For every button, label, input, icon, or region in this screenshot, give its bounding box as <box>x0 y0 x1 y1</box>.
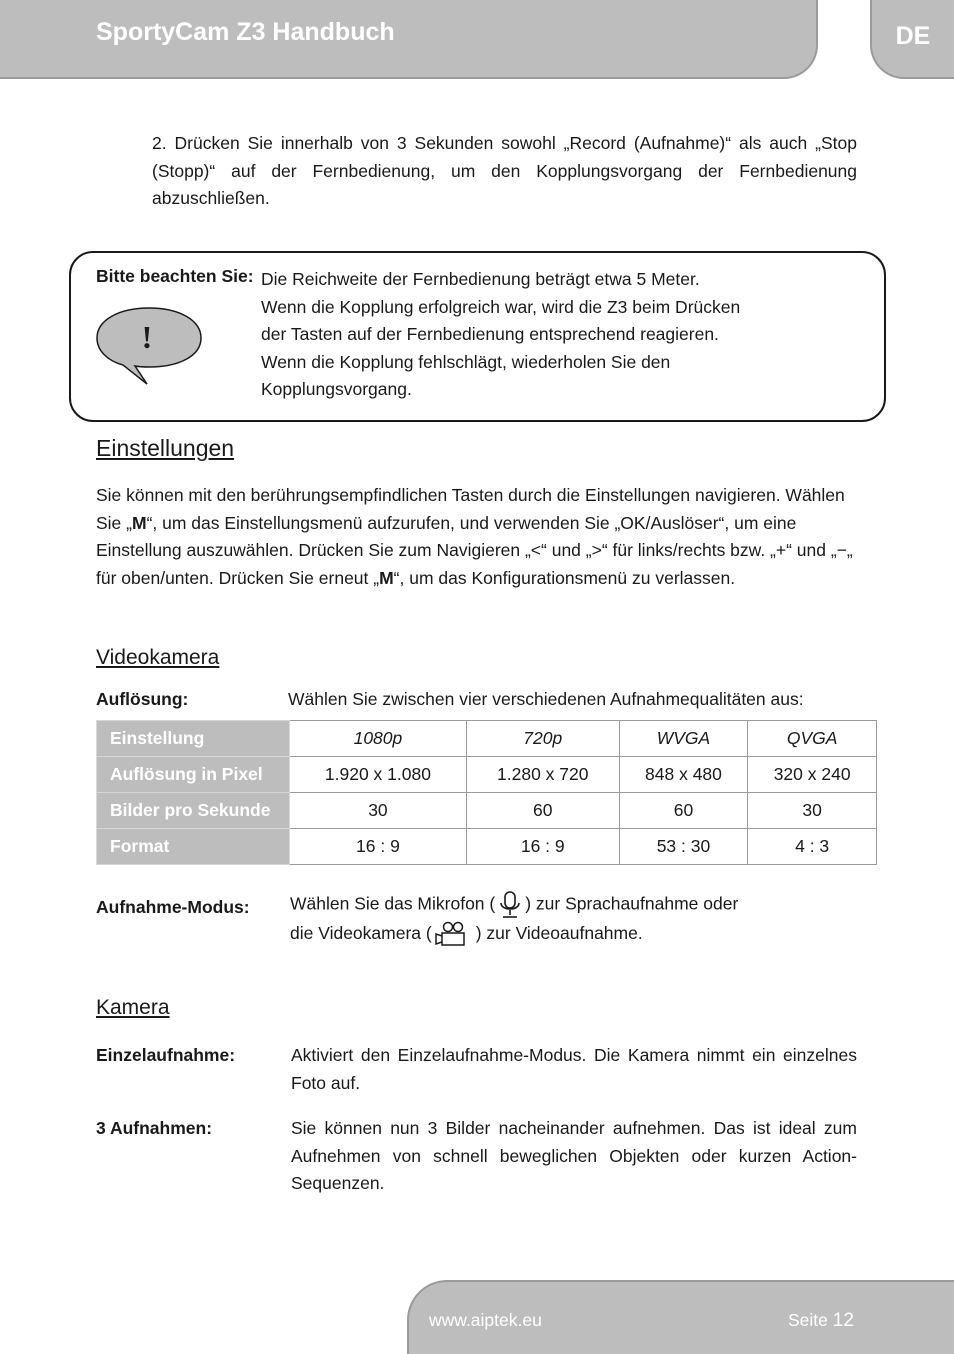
table-row <box>97 757 877 793</box>
table-cell: 320 x 240 <box>748 757 877 793</box>
table-row <box>97 829 877 865</box>
row-header: Einstellung <box>97 721 290 757</box>
note-line: Wenn die Kopplung erfolgreich war, wird die Z3 beim Drücken <box>261 296 741 317</box>
mode-text-part: ) zur Sprachaufnahme oder <box>525 893 739 914</box>
burst-label: 3 Aufnahmen: <box>96 1118 213 1138</box>
table-cell: 60 <box>466 793 619 829</box>
step-2-paragraph: 2. Drücken Sie innerhalb von 3 Sekunden sowohl „Record (Aufnahme)“ als auch „Stop (Stopp)“ auf der Fernbedienung, um den Kopplungsvorgang der Fernbedienung abzuschließen. <box>152 133 857 208</box>
resolution-text: Wählen Sie zwischen vier verschiedenen Aufnahmequalitäten aus: <box>288 689 804 709</box>
burst-text: Sie können nun 3 Bilder nacheinander aufnehmen. Das ist ideal zum Aufnehmen von schnell beweglichen Objekten oder kurzen Action-Sequenzen. <box>291 1118 857 1193</box>
table-cell: 1.280 x 720 <box>466 757 619 793</box>
table-cell: 848 x 480 <box>619 757 748 793</box>
mode-label: Aufnahme-Modus: <box>96 897 250 917</box>
row-header: Bilder pro Sekunde <box>97 793 290 829</box>
table-cell: 720p <box>466 721 619 757</box>
table-cell: 60 <box>619 793 748 829</box>
svg-text:!: ! <box>141 319 153 355</box>
row-header: Auflösung in Pixel <box>97 757 290 793</box>
intro-text: “, um das Konfigurationsmenü zu verlassen. <box>393 567 736 588</box>
mode-text <box>290 890 850 948</box>
table-cell: 30 <box>748 793 877 829</box>
page-number <box>788 1310 854 1332</box>
table-cell: 1.920 x 1.080 <box>290 757 467 793</box>
table-row <box>97 793 877 829</box>
footer-url[interactable]: www.aiptek.eu <box>429 1310 542 1330</box>
row-header: Format <box>97 829 290 865</box>
resolution-label: Auflösung: <box>96 689 189 709</box>
microphone-icon <box>495 890 525 920</box>
settings-heading: Einstellungen <box>96 435 235 461</box>
mode-text-part: die Videokamera ( <box>290 923 432 943</box>
exclamation-bubble-icon <box>95 306 203 386</box>
mode-line-1 <box>290 890 850 920</box>
table-cell: 16 : 9 <box>290 829 467 865</box>
note-line: Kopplungsvorgang. <box>261 379 412 399</box>
intro-text: Sie können mit den berührungsempfindlichen Tasten durch die Einstellungen navigieren. Wählen Sie „ <box>96 485 845 533</box>
table-cell: 4 : 3 <box>748 829 877 865</box>
intro-text: “, um das Einstellungsmenü aufzurufen, und verwenden Sie „OK/Auslöser“, um eine Einstellung auszuwählen. Drücken Sie zum Navigieren „<“ und „>“ für links/rechts bzw. „+“ und „−„ für oben/unten. Drücken Sie erneut „ <box>96 512 853 588</box>
language-tab: DE <box>870 0 954 79</box>
note-line: der Tasten auf der Fernbedienung entsprechend reagieren. <box>261 324 719 344</box>
document-title: SportyCam Z3 Handbuch <box>96 18 395 46</box>
table-cell: 1080p <box>290 721 467 757</box>
key-m: M <box>379 567 394 588</box>
table-cell: 30 <box>290 793 467 829</box>
single-shot-text: Aktiviert den Einzelaufnahme-Modus. Die Kamera nimmt ein einzelnes Foto auf. <box>291 1045 857 1093</box>
single-shot-label: Einzelaufnahme: <box>96 1045 236 1065</box>
table-cell: WVGA <box>619 721 748 757</box>
video-camera-icon <box>432 921 476 947</box>
table-cell: QVGA <box>748 721 877 757</box>
table-cell: 16 : 9 <box>466 829 619 865</box>
mode-line-2 <box>290 920 850 948</box>
table-row <box>97 721 877 757</box>
mode-text-part: ) zur Videoaufnahme. <box>475 923 643 943</box>
note-line: Wenn die Kopplung fehlschlägt, wiederholen Sie den <box>261 351 671 372</box>
key-m: M <box>131 512 147 533</box>
note-label: Bitte beachten Sie: <box>96 266 254 286</box>
page-number-value: 12 <box>832 1310 854 1331</box>
table-cell: 53 : 30 <box>619 829 748 865</box>
mode-text-part: Wählen Sie das Mikrofon ( <box>290 893 496 914</box>
page-label: Seite <box>788 1310 828 1330</box>
video-heading: Videokamera <box>96 646 220 669</box>
note-text <box>261 266 801 404</box>
settings-intro <box>96 482 856 592</box>
resolution-table <box>96 720 877 865</box>
note-line: Die Reichweite der Fernbedienung beträgt etwa 5 Meter. <box>261 269 700 289</box>
camera-heading: Kamera <box>96 996 170 1019</box>
